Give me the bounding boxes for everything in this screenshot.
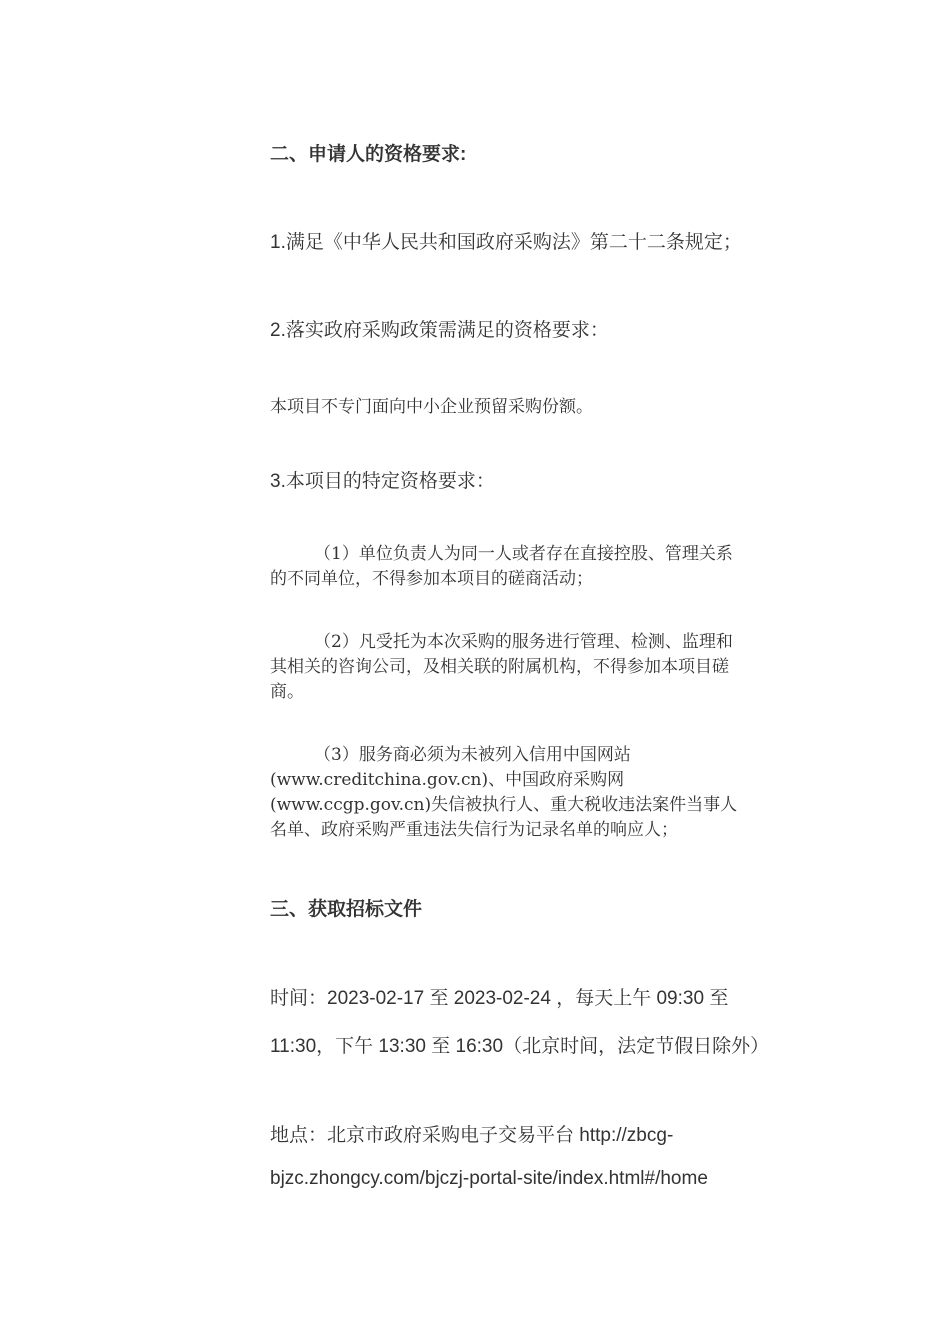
- specific-requirement-3-line: 名单、政府采购严重违法失信行为记录名单的响应人；: [270, 820, 678, 840]
- requirement-item-1: 1.满足《中华人民共和国政府采购法》第二十二条规定；: [270, 232, 742, 253]
- place-line-1: 地点：北京市政府采购电子交易平台 http://zbcg-: [270, 1125, 674, 1146]
- section-2-heading: 二、申请人的资格要求:: [270, 144, 467, 165]
- specific-requirement-2-line: （2）凡受托为本次采购的服务进行管理、检测、监理和: [314, 632, 733, 652]
- requirement-item-2: 2.落实政府采购政策需满足的资格要求：: [270, 320, 609, 341]
- requirement-item-3: 3.本项目的特定资格要求：: [270, 471, 495, 492]
- specific-requirement-3-line: （3）服务商必须为未被列入信用中国网站: [314, 745, 631, 765]
- specific-requirement-3-line: (www.ccgp.gov.cn)失信被执行人、重大税收违法案件当事人: [270, 795, 738, 815]
- time-line-2: 11:30，下午 13:30 至 16:30（北京时间，法定节假日除外）: [270, 1036, 770, 1057]
- specific-requirement-3: [270, 743, 790, 843]
- time-line-1: 时间：2023-02-17 至 2023-02-24 ，每天上午 09:30 至: [270, 988, 729, 1009]
- specific-requirement-2: [270, 630, 790, 705]
- requirement-item-2-text: 本项目不专门面向中小企业预留采购份额。: [270, 397, 593, 417]
- specific-requirement-2-line: 其相关的咨询公司，及相关联的附属机构，不得参加本项目磋: [270, 657, 729, 677]
- specific-requirement-2-line: 商。: [270, 682, 304, 702]
- specific-requirement-3-line: (www.creditchina.gov.cn)、中国政府采购网: [270, 770, 625, 790]
- specific-requirement-1: [270, 542, 790, 592]
- specific-requirement-1-line: （1）单位负责人为同一人或者存在直接控股、管理关系: [314, 544, 733, 564]
- section-3-heading: 三、获取招标文件: [270, 899, 423, 920]
- specific-requirement-1-line: 的不同单位，不得参加本项目的磋商活动；: [270, 569, 593, 589]
- place-line-2: bjzc.zhongcy.com/bjczj-portal-site/index.html#/home: [270, 1168, 708, 1189]
